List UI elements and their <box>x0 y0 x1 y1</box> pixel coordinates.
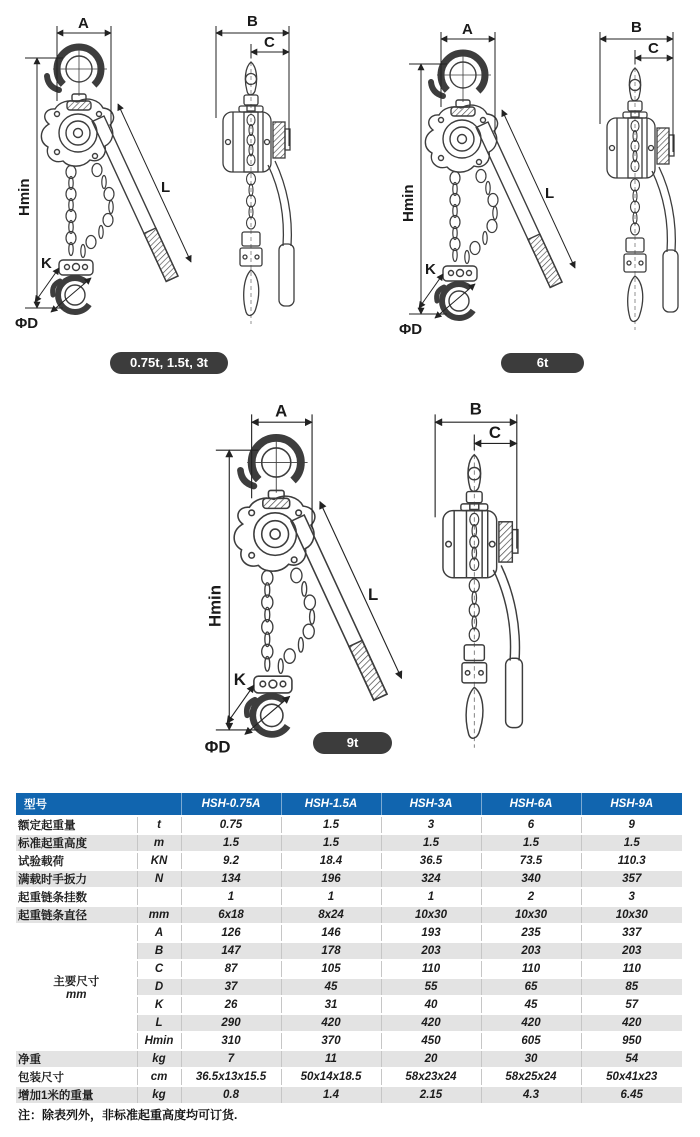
value-cell: 87 <box>181 960 281 978</box>
dim-letter-cell: K <box>137 996 181 1014</box>
value-cell: 450 <box>381 1032 481 1050</box>
value-cell: 110 <box>481 960 581 978</box>
dim-letter-cell: A <box>137 924 181 942</box>
front-view <box>399 21 575 338</box>
side-view <box>435 399 522 747</box>
value-cell: 10x30 <box>581 906 682 924</box>
value-cell: 45 <box>281 978 381 996</box>
table-row <box>16 1068 682 1086</box>
value-cell: 196 <box>281 870 381 888</box>
unit-cell: kg <box>137 1086 181 1104</box>
value-cell: 50x14x18.5 <box>281 1068 381 1086</box>
value-cell: 7 <box>181 1050 281 1068</box>
value-cell: 0.75 <box>181 816 281 834</box>
row-label: 试验载荷 <box>16 852 137 870</box>
value-cell: 36.5 <box>381 852 481 870</box>
footnote: 注：除表列外，非标准起重高度均可订货. <box>18 1108 238 1122</box>
value-cell: 420 <box>581 1014 682 1032</box>
unit-cell <box>137 888 181 906</box>
dim-letter-cell: D <box>137 978 181 996</box>
value-cell: 1 <box>381 888 481 906</box>
value-cell: 420 <box>281 1014 381 1032</box>
value-cell: 6.45 <box>581 1086 682 1104</box>
value-cell: 203 <box>481 942 581 960</box>
row-label: 满载时手扳力 <box>16 870 137 888</box>
row-label: 增加1米的重量 <box>16 1086 137 1104</box>
table-row <box>16 870 682 888</box>
value-cell: 11 <box>281 1050 381 1068</box>
value-cell: 3 <box>581 888 682 906</box>
table-row <box>16 906 682 924</box>
model-name-cell: HSH-0.75A <box>181 793 281 816</box>
diagram-group-small-models <box>11 6 311 351</box>
value-cell: 0.8 <box>181 1086 281 1104</box>
value-cell: 370 <box>281 1032 381 1050</box>
model-name-cell: HSH-9A <box>581 793 682 816</box>
unit-cell: cm <box>137 1068 181 1086</box>
value-cell: 357 <box>581 870 682 888</box>
value-cell: 105 <box>281 960 381 978</box>
value-cell: 31 <box>281 996 381 1014</box>
value-cell: 9 <box>581 816 682 834</box>
table-row <box>16 834 682 852</box>
table-row <box>16 924 682 942</box>
header-row <box>16 793 682 816</box>
value-cell: 58x23x24 <box>381 1068 481 1086</box>
value-cell: 110 <box>581 960 682 978</box>
diagram-group-6t <box>395 12 695 357</box>
caption-pill-6t: 6t <box>501 353 584 373</box>
value-cell: 340 <box>481 870 581 888</box>
table-row <box>16 852 682 870</box>
value-cell: 203 <box>581 942 682 960</box>
value-cell: 950 <box>581 1032 682 1050</box>
front-view <box>15 15 191 332</box>
value-cell: 73.5 <box>481 852 581 870</box>
model-name-cell: HSH-3A <box>381 793 481 816</box>
caption-pill-small-models: 0.75t, 1.5t, 3t <box>110 352 228 374</box>
value-cell: 110 <box>381 960 481 978</box>
caption-pill-9t: 9t <box>313 732 392 754</box>
value-cell: 1 <box>181 888 281 906</box>
row-label: 额定起重量 <box>16 816 137 834</box>
value-cell: 6x18 <box>181 906 281 924</box>
model-name-cell: HSH-6A <box>481 793 581 816</box>
value-cell: 147 <box>181 942 281 960</box>
dim-letter-cell: C <box>137 960 181 978</box>
value-cell: 4.3 <box>481 1086 581 1104</box>
main-dims-label: 主要尺寸 <box>53 976 100 988</box>
value-cell: 1.5 <box>181 834 281 852</box>
value-cell: 37 <box>181 978 281 996</box>
value-cell: 36.5x13x15.5 <box>181 1068 281 1086</box>
value-cell: 337 <box>581 924 682 942</box>
model-name-cell: HSH-1.5A <box>281 793 381 816</box>
row-label: 起重链条直径 <box>16 906 137 924</box>
value-cell: 1.5 <box>581 834 682 852</box>
value-cell: 85 <box>581 978 682 996</box>
unit-cell: m <box>137 834 181 852</box>
unit-cell: kg <box>137 1050 181 1068</box>
table-row <box>16 816 682 834</box>
value-cell: 10x30 <box>381 906 481 924</box>
value-cell: 65 <box>481 978 581 996</box>
value-cell: 3 <box>381 816 481 834</box>
spec-table-container <box>16 793 682 1105</box>
row-label: 起重链条挂数 <box>16 888 137 906</box>
value-cell: 2.15 <box>381 1086 481 1104</box>
side-view <box>600 19 678 330</box>
dim-letter-cell: Hmin <box>137 1032 181 1050</box>
value-cell: 18.4 <box>281 852 381 870</box>
value-cell: 57 <box>581 996 682 1014</box>
value-cell: 203 <box>381 942 481 960</box>
value-cell: 605 <box>481 1032 581 1050</box>
value-cell: 1.5 <box>481 834 581 852</box>
row-label: 净重 <box>16 1050 137 1068</box>
value-cell: 310 <box>181 1032 281 1050</box>
value-cell: 20 <box>381 1050 481 1068</box>
unit-cell: N <box>137 870 181 888</box>
value-cell: 126 <box>181 924 281 942</box>
value-cell: 193 <box>381 924 481 942</box>
table-row <box>16 1050 682 1068</box>
row-label: 包装尺寸 <box>16 1068 137 1086</box>
value-cell: 8x24 <box>281 906 381 924</box>
value-cell: 420 <box>381 1014 481 1032</box>
value-cell: 45 <box>481 996 581 1014</box>
table-row <box>16 888 682 906</box>
unit-cell: KN <box>137 852 181 870</box>
value-cell: 1.5 <box>281 816 381 834</box>
value-cell: 134 <box>181 870 281 888</box>
value-cell: 55 <box>381 978 481 996</box>
value-cell: 50x41x23 <box>581 1068 682 1086</box>
main-dims-label-cell <box>16 924 137 1050</box>
unit-cell: t <box>137 816 181 834</box>
value-cell: 30 <box>481 1050 581 1068</box>
value-cell: 290 <box>181 1014 281 1032</box>
value-cell: 26 <box>181 996 281 1014</box>
value-cell: 146 <box>281 924 381 942</box>
value-cell: 110.3 <box>581 852 682 870</box>
main-dims-unit: mm <box>66 989 87 1001</box>
value-cell: 324 <box>381 870 481 888</box>
value-cell: 9.2 <box>181 852 281 870</box>
table-row <box>16 1086 682 1104</box>
dim-letter-cell: B <box>137 942 181 960</box>
value-cell: 10x30 <box>481 906 581 924</box>
value-cell: 6 <box>481 816 581 834</box>
value-cell: 420 <box>481 1014 581 1032</box>
value-cell: 54 <box>581 1050 682 1068</box>
value-cell: 1 <box>281 888 381 906</box>
model-header-cell: 型号 <box>16 793 181 816</box>
value-cell: 1.4 <box>281 1086 381 1104</box>
value-cell: 58x25x24 <box>481 1068 581 1086</box>
value-cell: 235 <box>481 924 581 942</box>
row-label: 标准起重高度 <box>16 834 137 852</box>
front-view <box>205 402 402 757</box>
diagram-group-9t <box>200 392 536 778</box>
unit-cell: mm <box>137 906 181 924</box>
value-cell: 40 <box>381 996 481 1014</box>
value-cell: 1.5 <box>281 834 381 852</box>
value-cell: 1.5 <box>381 834 481 852</box>
value-cell: 178 <box>281 942 381 960</box>
side-view <box>216 13 294 324</box>
value-cell: 2 <box>481 888 581 906</box>
spec-table <box>16 793 682 1105</box>
dim-letter-cell: L <box>137 1014 181 1032</box>
